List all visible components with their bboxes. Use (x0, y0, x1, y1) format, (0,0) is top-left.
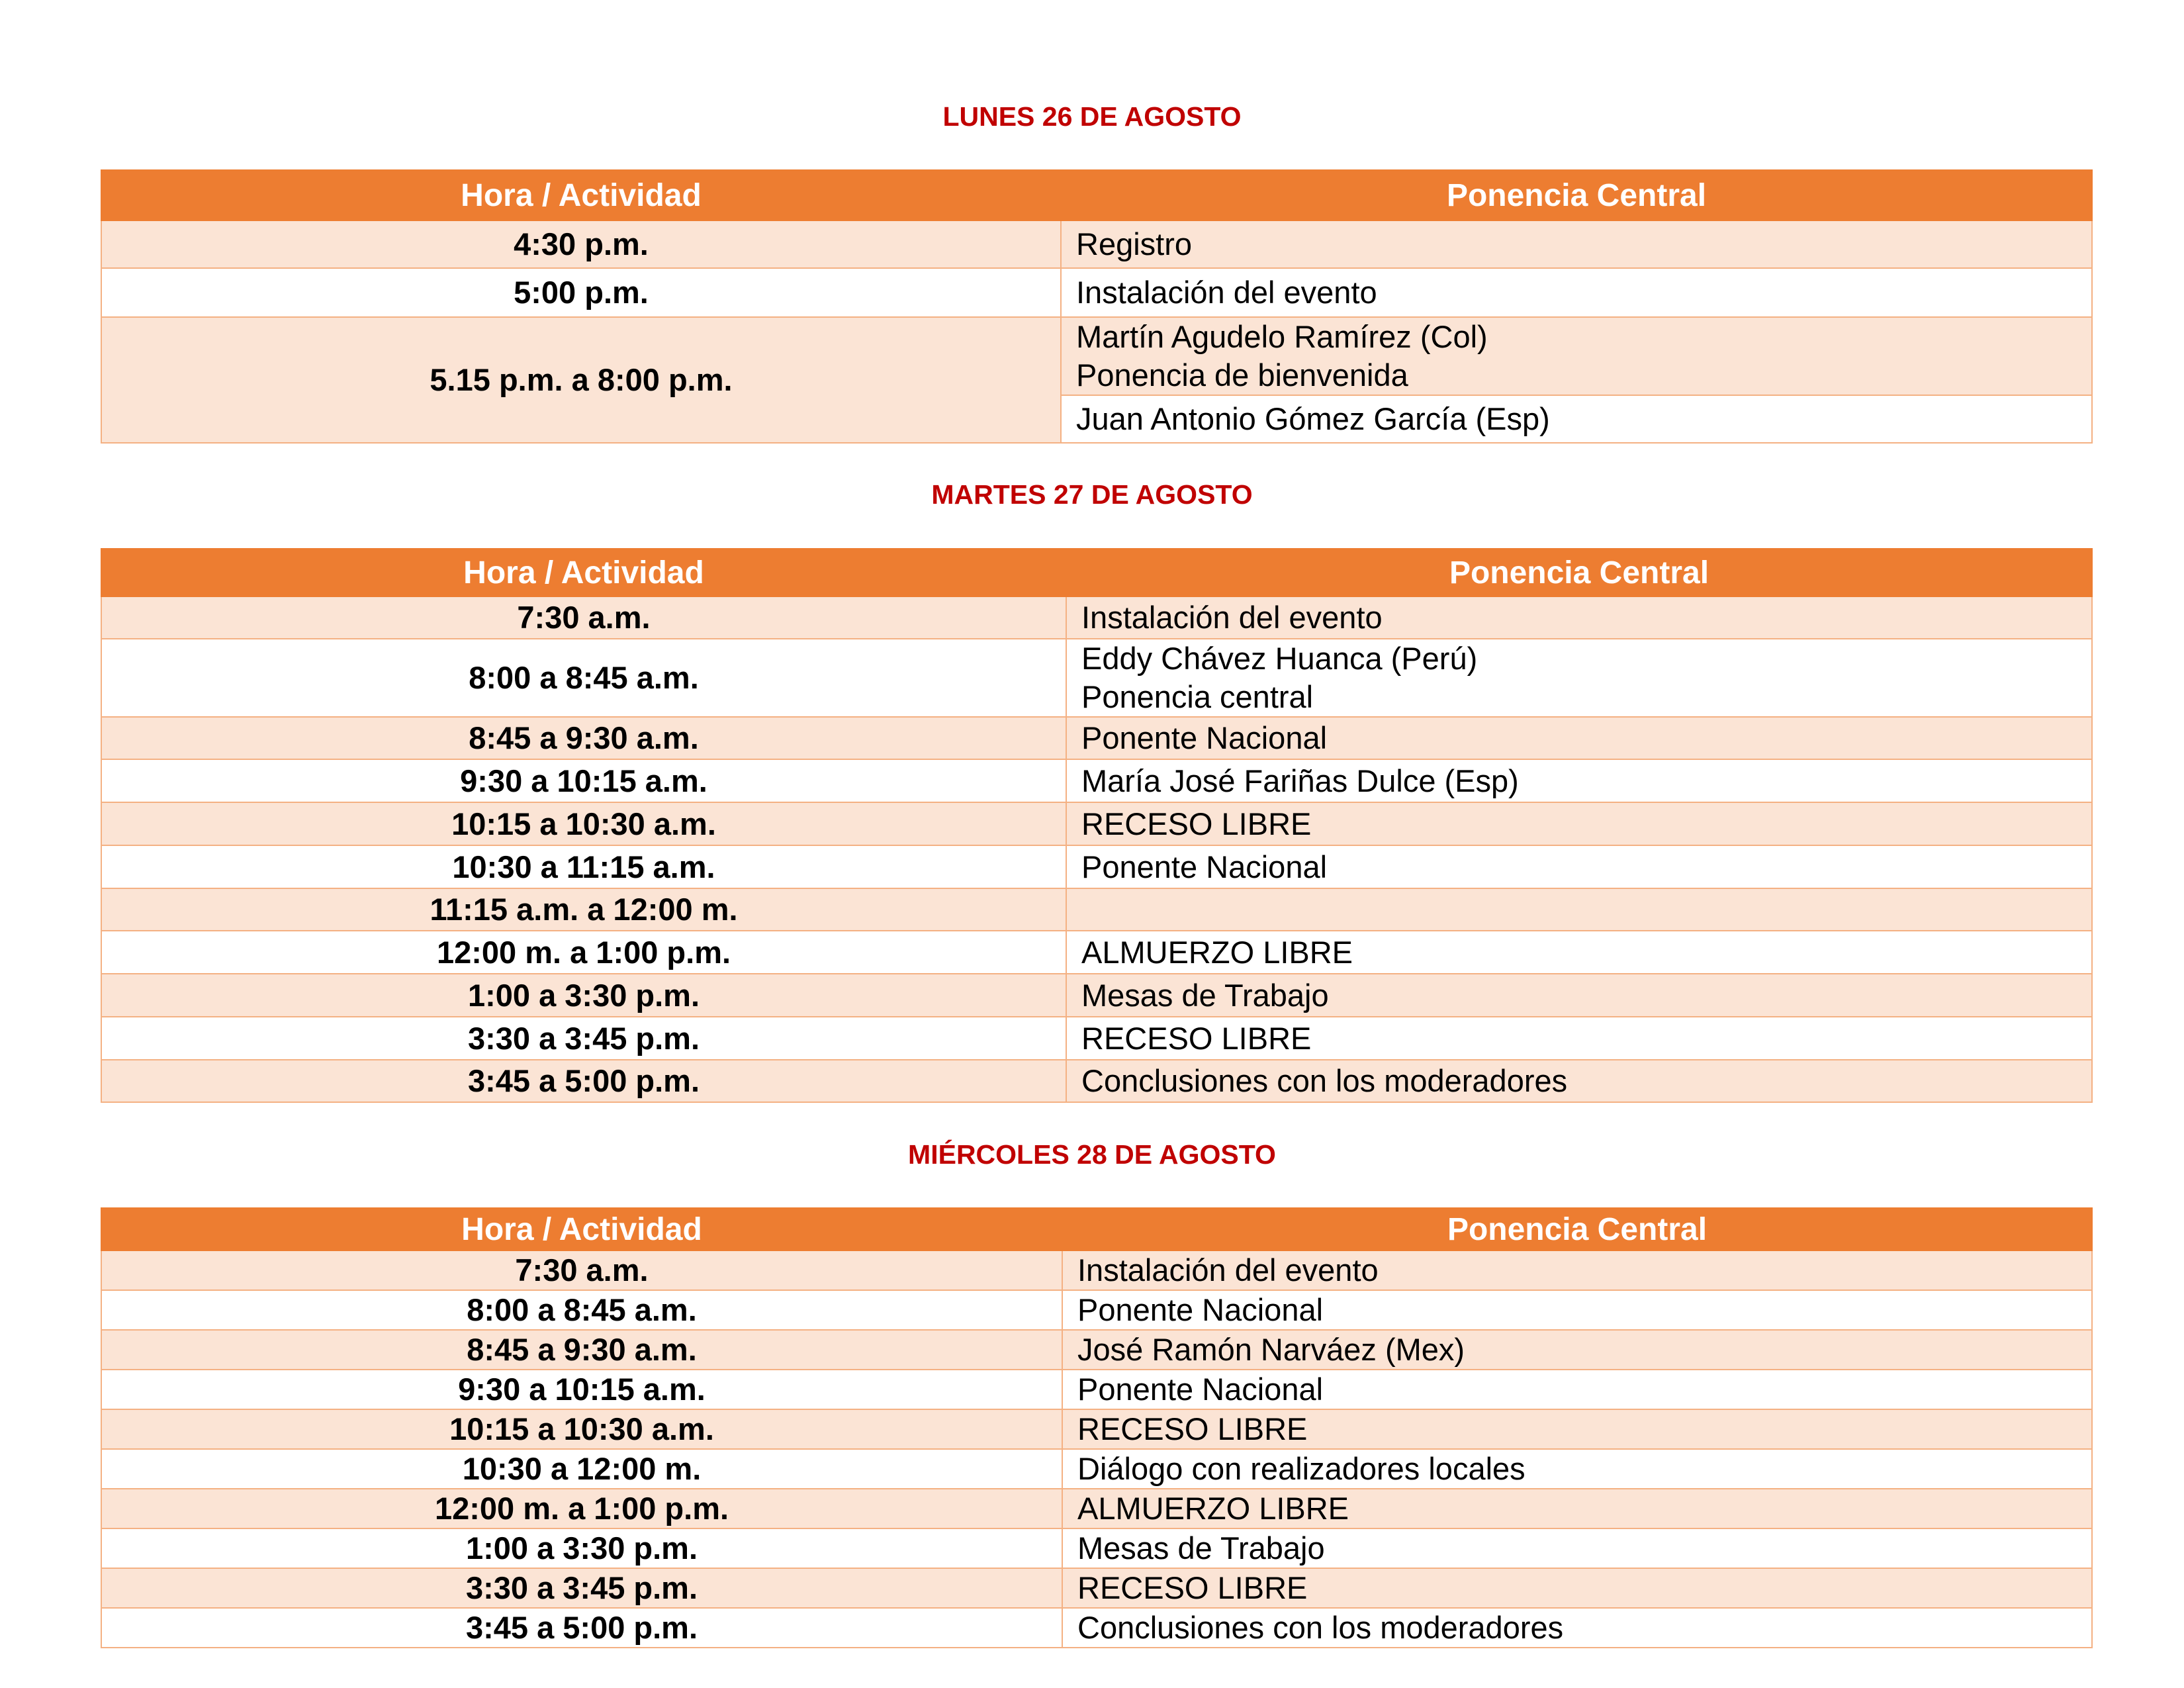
activity-cell: Ponente Nacional (1062, 1290, 2092, 1330)
time-cell: 8:00 a 8:45 a.m. (101, 1290, 1062, 1330)
time-cell: 1:00 a 3:30 p.m. (101, 1528, 1062, 1568)
activity-cell: José Ramón Narváez (Mex) (1062, 1330, 2092, 1370)
time-cell: 10:30 a 11:15 a.m. (101, 845, 1066, 888)
activity-cell: RECESO LIBRE (1062, 1568, 2092, 1608)
activity-cell: Ponente Nacional (1062, 1370, 2092, 1409)
activity-cell: Conclusiones con los moderadores (1066, 1060, 2092, 1102)
activity-cell: Registro (1061, 220, 2092, 268)
time-cell: 9:30 a 10:15 a.m. (101, 759, 1066, 802)
time-cell: 7:30 a.m. (101, 1250, 1062, 1290)
table-row (101, 1370, 2092, 1409)
table-row (101, 317, 2092, 395)
time-cell: 10:15 a 10:30 a.m. (101, 802, 1066, 845)
activity-cell: Instalación del evento (1062, 1250, 2092, 1290)
time-cell: 11:15 a.m. a 12:00 m. (101, 888, 1066, 931)
time-cell: 3:30 a 3:45 p.m. (101, 1017, 1066, 1060)
activity-cell: Conclusiones con los moderadores (1062, 1608, 2092, 1648)
activity-cell: ALMUERZO LIBRE (1062, 1489, 2092, 1528)
table-row (101, 759, 2092, 802)
table-row (101, 1409, 2092, 1449)
header-ponencia: Ponencia Central (1066, 549, 2092, 596)
time-cell: 3:45 a 5:00 p.m. (101, 1608, 1062, 1648)
activity-cell (1061, 317, 2092, 395)
activity-cell (1066, 888, 2092, 931)
table-row (101, 1060, 2092, 1102)
table-row (101, 717, 2092, 759)
table-row (101, 1449, 2092, 1489)
header-hora: Hora / Actividad (101, 170, 1061, 220)
table-row (101, 888, 2092, 931)
day-title-miercoles: MIÉRCOLES 28 DE AGOSTO (908, 1139, 1276, 1170)
time-cell: 10:30 a 12:00 m. (101, 1449, 1062, 1489)
speaker-name: Martín Agudelo Ramírez (Col) (1076, 319, 1488, 354)
table-row (101, 1290, 2092, 1330)
speaker-name: Eddy Chávez Huanca (Perú) (1081, 641, 1478, 676)
activity-cell: RECESO LIBRE (1062, 1409, 2092, 1449)
time-cell: 4:30 p.m. (101, 220, 1061, 268)
header-ponencia: Ponencia Central (1061, 170, 2092, 220)
time-cell: 10:15 a 10:30 a.m. (101, 1409, 1062, 1449)
activity-cell: Ponente Nacional (1066, 845, 2092, 888)
table-row (101, 1528, 2092, 1568)
table-row (101, 639, 2092, 717)
day-title-martes: MARTES 27 DE AGOSTO (931, 479, 1253, 510)
time-cell: 5:00 p.m. (101, 268, 1061, 317)
talk-title: Ponencia central (1081, 679, 1314, 714)
table-row (101, 1608, 2092, 1648)
activity-cell: María José Fariñas Dulce (Esp) (1066, 759, 2092, 802)
schedule-table-lunes (101, 169, 2093, 444)
time-cell: 1:00 a 3:30 p.m. (101, 974, 1066, 1017)
activity-cell: RECESO LIBRE (1066, 1017, 2092, 1060)
table-header-row (101, 549, 2092, 596)
table-row (101, 268, 2092, 317)
table-row (101, 1250, 2092, 1290)
time-cell: 5.15 p.m. a 8:00 p.m. (101, 317, 1061, 443)
activity-cell: Juan Antonio Gómez García (Esp) (1061, 395, 2092, 443)
activity-cell: Instalación del evento (1066, 596, 2092, 639)
time-cell: 8:00 a 8:45 a.m. (101, 639, 1066, 717)
table-row (101, 845, 2092, 888)
activity-cell: RECESO LIBRE (1066, 802, 2092, 845)
time-cell: 8:45 a 9:30 a.m. (101, 717, 1066, 759)
time-cell: 7:30 a.m. (101, 596, 1066, 639)
table-row (101, 220, 2092, 268)
header-hora: Hora / Actividad (101, 1208, 1062, 1250)
table-header-row (101, 170, 2092, 220)
table-row (101, 1017, 2092, 1060)
table-row (101, 1568, 2092, 1608)
table-row (101, 931, 2092, 974)
activity-cell: Mesas de Trabajo (1066, 974, 2092, 1017)
time-cell: 3:45 a 5:00 p.m. (101, 1060, 1066, 1102)
activity-cell: ALMUERZO LIBRE (1066, 931, 2092, 974)
activity-cell: Diálogo con realizadores locales (1062, 1449, 2092, 1489)
table-row (101, 974, 2092, 1017)
table-row (101, 1330, 2092, 1370)
schedule-table-martes (101, 548, 2093, 1103)
activity-cell (1066, 639, 2092, 717)
time-cell: 12:00 m. a 1:00 p.m. (101, 1489, 1062, 1528)
activity-cell: Ponente Nacional (1066, 717, 2092, 759)
table-header-row (101, 1208, 2092, 1250)
activity-cell: Mesas de Trabajo (1062, 1528, 2092, 1568)
time-cell: 12:00 m. a 1:00 p.m. (101, 931, 1066, 974)
talk-title: Ponencia de bienvenida (1076, 357, 1408, 393)
activity-cell: Instalación del evento (1061, 268, 2092, 317)
header-ponencia: Ponencia Central (1062, 1208, 2092, 1250)
table-row (101, 1489, 2092, 1528)
time-cell: 8:45 a 9:30 a.m. (101, 1330, 1062, 1370)
time-cell: 9:30 a 10:15 a.m. (101, 1370, 1062, 1409)
day-title-lunes: LUNES 26 DE AGOSTO (942, 101, 1242, 132)
table-row (101, 802, 2092, 845)
table-row (101, 596, 2092, 639)
header-hora: Hora / Actividad (101, 549, 1066, 596)
schedule-table-miercoles (101, 1207, 2093, 1648)
time-cell: 3:30 a 3:45 p.m. (101, 1568, 1062, 1608)
